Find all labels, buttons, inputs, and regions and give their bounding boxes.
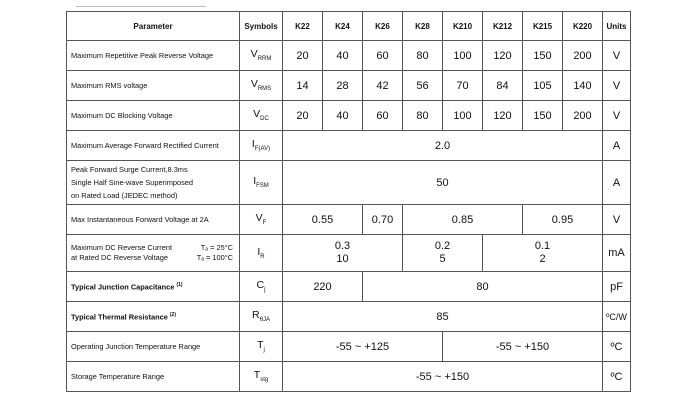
row-ifsm xyxy=(67,161,631,205)
param-line: Peak Forward Surge Current,8.3ms xyxy=(71,165,188,174)
value-cell: -55 ~ +125 xyxy=(283,332,443,362)
symbol-sub: j xyxy=(263,347,265,354)
row-vdc xyxy=(67,101,631,131)
unit-cell: ºC xyxy=(603,332,631,362)
symbol-cell xyxy=(240,205,283,235)
symbol-cell xyxy=(240,161,283,205)
value-cell: 120 xyxy=(483,101,523,131)
symbol-sub: F xyxy=(262,220,267,227)
symbol-cell xyxy=(240,362,283,392)
condition-line: Tₐ = 100°C xyxy=(196,253,233,262)
value-cell: 40 xyxy=(323,41,363,71)
unit-cell: mA xyxy=(603,235,631,272)
condition-line: Tₐ = 25°C xyxy=(200,243,233,252)
symbol-main: V xyxy=(253,108,261,121)
symbol-cell xyxy=(240,302,283,332)
value-cell: 80 xyxy=(403,101,443,131)
row-vf xyxy=(67,205,631,235)
header-grade: K22 xyxy=(283,12,323,41)
header-grade: K26 xyxy=(363,12,403,41)
param-text: Typical Thermal Resistance xyxy=(71,312,168,322)
value-cell: 70 xyxy=(443,71,483,101)
value-cell: 28 xyxy=(323,71,363,101)
param-label: Max Instantaneous Forward Voltage at 2A xyxy=(67,205,240,235)
value-cell-stacked xyxy=(403,235,483,272)
param-label xyxy=(67,302,240,332)
header-row xyxy=(67,12,631,41)
unit-cell: A xyxy=(603,161,631,205)
unit-cell: V xyxy=(603,101,631,131)
value-bottom: 2 xyxy=(539,253,546,265)
param-text: Typical Junction Capacitance xyxy=(71,282,175,292)
symbol-cell xyxy=(240,272,283,302)
value-top: 0.3 xyxy=(334,240,351,252)
symbol-main: I xyxy=(253,175,257,188)
symbol-cell xyxy=(240,332,283,362)
symbol-main: I xyxy=(257,245,261,258)
value-cell: 105 xyxy=(523,71,563,101)
ir-line xyxy=(71,253,239,263)
symbol-main: V xyxy=(255,212,263,225)
value-cell: 40 xyxy=(323,101,363,131)
symbol-cell xyxy=(240,131,283,161)
symbol-sub: F(AV) xyxy=(254,146,271,153)
value-cell: 200 xyxy=(563,41,603,71)
value-cell: 100 xyxy=(443,41,483,71)
row-cj xyxy=(67,272,631,302)
value-top: 0.2 xyxy=(434,240,451,252)
param-line: Single Half Sine-wave Superimposed xyxy=(71,178,194,187)
value-cell: 50 xyxy=(283,161,603,205)
row-vrms xyxy=(67,71,631,101)
param-line: on Rated Load (JEDEC method) xyxy=(71,191,178,200)
param-label: Operating Junction Temperature Range xyxy=(67,332,240,362)
header-symbols: Symbols xyxy=(240,12,283,41)
ratings-table-container xyxy=(66,11,631,392)
symbol-sub: RRM xyxy=(257,56,272,63)
param-label: Maximum Average Forward Rectified Current xyxy=(67,131,240,161)
symbol-sub: DC xyxy=(260,116,269,123)
value-cell: 14 xyxy=(283,71,323,101)
value-top: 0.1 xyxy=(534,240,551,252)
value-bottom: 5 xyxy=(439,253,446,265)
unit-cell: V xyxy=(603,41,631,71)
value-cell: 0.55 xyxy=(283,205,363,235)
value-cell: 20 xyxy=(283,101,323,131)
symbol-main: C xyxy=(256,279,265,292)
unit-cell: ºC xyxy=(603,362,631,392)
value-cell: 42 xyxy=(363,71,403,101)
header-grade: K220 xyxy=(563,12,603,41)
header-grade: K24 xyxy=(323,12,363,41)
footnote-ref: (1) xyxy=(176,282,183,289)
value-cell-stacked xyxy=(483,235,603,272)
symbol-main: R xyxy=(252,309,260,322)
unit-cell: ºC/W xyxy=(603,302,631,332)
value-cell: 120 xyxy=(483,41,523,71)
value-cell: 150 xyxy=(523,101,563,131)
symbol-sub: RMS xyxy=(257,86,272,93)
value-cell: 150 xyxy=(523,41,563,71)
value-cell: 0.95 xyxy=(523,205,603,235)
header-grade: K28 xyxy=(403,12,443,41)
unit-cell: A xyxy=(603,131,631,161)
symbol-sub: θJA xyxy=(259,317,270,324)
symbol-main: V xyxy=(250,48,258,61)
param-label xyxy=(67,272,240,302)
symbol-main: I xyxy=(251,138,255,151)
unit-cell: pF xyxy=(603,272,631,302)
param-label-multiline xyxy=(67,235,240,272)
page-top-rule xyxy=(76,6,206,7)
value-cell: 56 xyxy=(403,71,443,101)
value-cell: 84 xyxy=(483,71,523,101)
value-cell: 0.85 xyxy=(403,205,523,235)
param-label: Maximum DC Blocking Voltage xyxy=(67,101,240,131)
symbol-sub: stg xyxy=(260,377,269,384)
value-cell: 80 xyxy=(363,272,603,302)
value-cell: 20 xyxy=(283,41,323,71)
row-ifav xyxy=(67,131,631,161)
header-grade: K212 xyxy=(483,12,523,41)
unit-cell: V xyxy=(603,205,631,235)
symbol-cell xyxy=(240,41,283,71)
value-cell: 80 xyxy=(403,41,443,71)
value-cell: 60 xyxy=(363,41,403,71)
header-grade: K210 xyxy=(443,12,483,41)
symbol-main: T xyxy=(257,339,264,352)
ratings-table xyxy=(66,11,631,392)
symbol-cell xyxy=(240,71,283,101)
value-cell: 0.70 xyxy=(363,205,403,235)
symbol-sub: j xyxy=(264,287,266,294)
row-tstg xyxy=(67,362,631,392)
ir-line xyxy=(71,243,239,253)
header-units: Units xyxy=(603,12,631,41)
param-line: at Rated DC Reverse Voltage xyxy=(71,253,168,262)
value-cell: -55 ~ +150 xyxy=(283,362,603,392)
row-ir xyxy=(67,235,631,272)
row-vrrm xyxy=(67,41,631,71)
value-bottom: 10 xyxy=(336,253,349,265)
unit-cell: V xyxy=(603,71,631,101)
param-label: Maximum Repetitive Peak Reverse Voltage xyxy=(67,41,240,71)
param-label-multiline xyxy=(67,161,240,205)
value-cell: 220 xyxy=(283,272,363,302)
value-cell-stacked xyxy=(283,235,403,272)
header-grade: K215 xyxy=(523,12,563,41)
value-cell: 140 xyxy=(563,71,603,101)
header-parameter: Parameter xyxy=(67,12,240,41)
row-tj xyxy=(67,332,631,362)
footnote-ref: (2) xyxy=(169,312,176,319)
symbol-main: V xyxy=(250,78,258,91)
symbol-main: T xyxy=(253,369,261,382)
symbol-cell xyxy=(240,101,283,131)
value-cell: 85 xyxy=(283,302,603,332)
row-thermal-resistance xyxy=(67,302,631,332)
param-label: Maximum RMS voltage xyxy=(67,71,240,101)
symbol-sub: FSM xyxy=(256,183,269,190)
symbol-sub: R xyxy=(260,254,265,261)
symbol-cell xyxy=(240,235,283,272)
param-line: Maximum DC Reverse Current xyxy=(71,243,173,252)
value-cell: -55 ~ +150 xyxy=(443,332,603,362)
value-cell: 60 xyxy=(363,101,403,131)
value-cell: 200 xyxy=(563,101,603,131)
param-label: Storage Temperature Range xyxy=(67,362,240,392)
value-cell: 2.0 xyxy=(283,131,603,161)
value-cell: 100 xyxy=(443,101,483,131)
